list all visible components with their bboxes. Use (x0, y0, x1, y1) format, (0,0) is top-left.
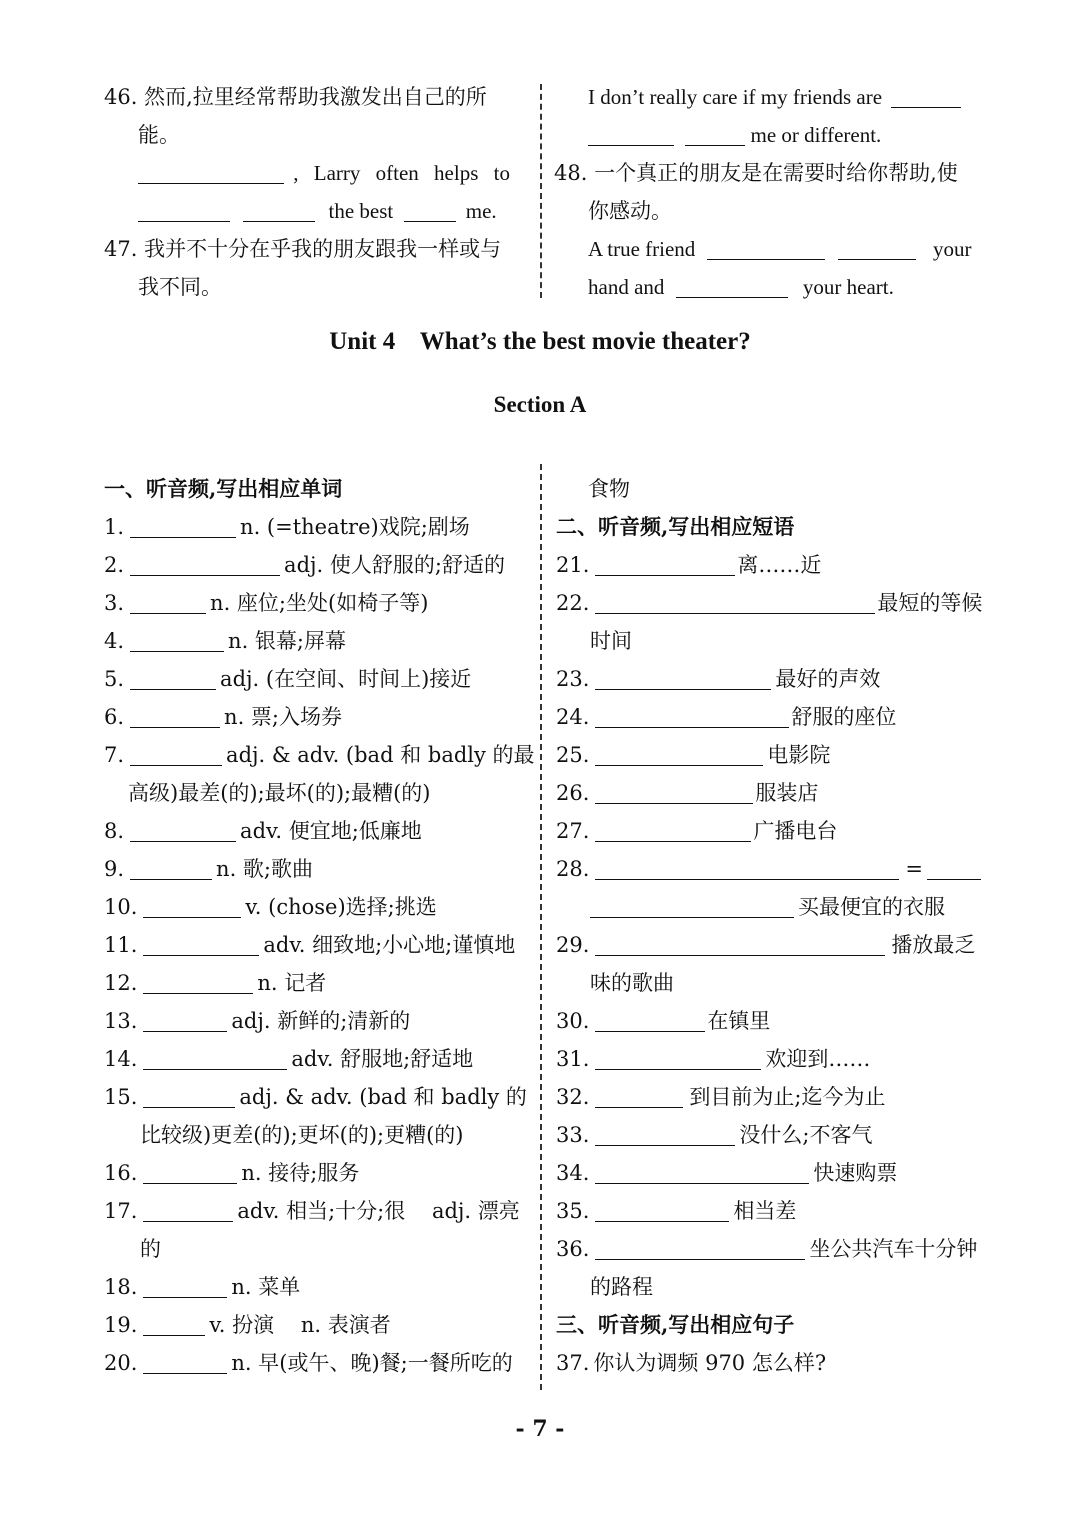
blank[interactable] (138, 161, 284, 184)
q47-english-text2: me or different. (750, 123, 882, 147)
list-item: 34. 快速购票 (556, 1161, 898, 1185)
list-item: 6. n. 票;入场券 (104, 705, 342, 729)
q48-english-line1 (588, 234, 972, 264)
q47-english-text1: I don’t really care if my friends are (588, 85, 883, 109)
q48-english-text2a: hand and (588, 275, 665, 299)
blank[interactable] (595, 857, 899, 880)
blank[interactable] (130, 705, 220, 728)
list-item: 15. adj. & adv. (bad 和 badly 的 (104, 1085, 527, 1109)
blank[interactable] (143, 971, 253, 994)
list-item: 16. n. 接待;服务 (104, 1161, 360, 1185)
blank[interactable] (685, 123, 745, 146)
list-item: 19. v. 扮演 n. 表演者 (104, 1313, 391, 1337)
q46-english-text2b: me. (465, 199, 497, 223)
list-item: 37. 你认为调频 970 怎么样? (556, 1351, 827, 1375)
blank[interactable] (130, 819, 236, 842)
column-divider-top (540, 84, 542, 298)
blank[interactable] (143, 1313, 205, 1336)
blank[interactable] (595, 1161, 809, 1184)
list-item: 10. v. (chose)选择;挑选 (104, 895, 437, 919)
q46-english-line1 (138, 158, 528, 188)
list-item: 12. n. 记者 (104, 971, 327, 995)
q48-english-text2b: your heart. (802, 275, 894, 299)
blank[interactable] (588, 123, 674, 146)
blank[interactable] (130, 591, 206, 614)
blank[interactable] (143, 1085, 235, 1108)
blank[interactable] (143, 1199, 233, 1222)
list-item: 2. adj. 使人舒服的;舒适的 (104, 553, 505, 577)
blank[interactable] (595, 933, 885, 956)
list-item: 29. 播放最乏 (556, 933, 976, 957)
list-item: 27. 广播电台 (556, 819, 838, 843)
q48-chinese-line1: 48. 一个真正的朋友是在需要时给你帮助,使 (554, 161, 958, 185)
blank[interactable] (143, 1009, 227, 1032)
blank[interactable] (595, 1123, 735, 1146)
list-item: 5. adj. (在空间、时间上)接近 (104, 667, 472, 691)
list-item: 1. n. (=theatre)戏院;剧场 (104, 515, 470, 539)
blank[interactable] (595, 743, 763, 766)
list-item: 36. 坐公共汽车十分钟 (556, 1237, 978, 1261)
blank[interactable] (707, 237, 825, 260)
q47-english-line1 (588, 82, 961, 112)
blank[interactable] (143, 1275, 227, 1298)
q46-english-text1: , Larry often helps to (293, 161, 510, 185)
list-item: 17. adv. 相当;十分;很 adj. 漂亮 (104, 1199, 520, 1223)
list-item: 28. = (556, 854, 981, 884)
list-item-continuation: 的路程 (590, 1275, 653, 1299)
q46-english-text2a: the best (328, 199, 394, 223)
list-item: 9. n. 歌;歌曲 (104, 857, 313, 881)
part1-heading: 一、听音频,写出相应单词 (104, 476, 343, 501)
blank[interactable] (143, 1351, 227, 1374)
section-title: Section A (493, 392, 587, 417)
blank[interactable] (927, 857, 981, 880)
list-item: 21. 离……近 (556, 553, 822, 577)
page-number: - 7 - (515, 1416, 565, 1442)
blank[interactable] (676, 275, 788, 298)
blank[interactable] (243, 199, 315, 222)
blank[interactable] (143, 1047, 287, 1070)
blank[interactable] (130, 515, 236, 538)
unit-title: Unit 4 What’s the best movie theater? (329, 328, 751, 355)
q48-english-text1b: your (933, 237, 972, 261)
blank[interactable] (143, 895, 241, 918)
list-item: 18. n. 菜单 (104, 1275, 301, 1299)
q48-english-text1a: A true friend (588, 237, 696, 261)
list-item: 11. adv. 细致地;小心地;谨慎地 (104, 933, 516, 957)
blank[interactable] (595, 1199, 729, 1222)
list-item-continuation: 食物 (588, 477, 630, 501)
part2-heading: 二、听音频,写出相应短语 (556, 514, 795, 539)
blank[interactable] (595, 1237, 805, 1260)
list-item: 13. adj. 新鲜的;清新的 (104, 1009, 411, 1033)
blank[interactable] (891, 85, 961, 108)
list-item: 20. n. 早(或午、晚)餐;一餐所吃的 (104, 1351, 513, 1375)
list-item: 26. 服装店 (556, 781, 819, 805)
list-item: 32. 到目前为止;迄今为止 (556, 1085, 886, 1109)
list-item: 22. 最短的等候 (556, 591, 983, 615)
blank[interactable] (138, 199, 230, 222)
list-item-continuation: 买最便宜的衣服 (590, 892, 945, 922)
blank[interactable] (130, 553, 280, 576)
list-item-continuation: 高级)最差(的);最坏(的);最糟(的) (128, 781, 431, 805)
column-divider-main (540, 464, 542, 1390)
blank[interactable] (404, 199, 456, 222)
list-item: 33. 没什么;不客气 (556, 1123, 873, 1147)
list-item: 4. n. 银幕;屏幕 (104, 629, 346, 653)
blank[interactable] (130, 743, 222, 766)
list-item: 7. adj. & adv. (bad 和 badly 的最 (104, 743, 535, 767)
blank[interactable] (143, 933, 259, 956)
list-item: 23. 最好的声效 (556, 667, 881, 691)
blank[interactable] (595, 553, 735, 576)
list-item-continuation: 味的歌曲 (590, 971, 674, 995)
list-item: 8. adv. 便宜地;低廉地 (104, 819, 422, 843)
blank[interactable] (595, 781, 753, 804)
list-item: 25. 电影院 (556, 743, 831, 767)
blank[interactable] (595, 705, 789, 728)
part3-heading: 三、听音频,写出相应句子 (556, 1312, 795, 1337)
blank[interactable] (595, 667, 771, 690)
list-item: 14. adv. 舒服地;舒适地 (104, 1047, 474, 1071)
blank[interactable] (595, 591, 875, 614)
blank[interactable] (595, 1047, 761, 1070)
blank[interactable] (130, 857, 212, 880)
q47-english-line2 (588, 120, 881, 150)
q46-english-line2 (138, 196, 497, 226)
blank[interactable] (590, 895, 794, 918)
q48-english-line2 (588, 272, 894, 302)
q46-chinese-line1: 46. 然而,拉里经常帮助我激发出自己的所 (104, 85, 487, 109)
list-item-continuation: 时间 (590, 629, 632, 653)
q46-chinese-line2: 能。 (138, 123, 180, 147)
q47-chinese-line1: 47. 我并不十分在乎我的朋友跟我一样或与 (104, 237, 502, 261)
list-item: 30. 在镇里 (556, 1009, 771, 1033)
list-item-continuation: 比较级)更差(的);更坏(的);更糟(的) (140, 1123, 464, 1147)
blank[interactable] (595, 1009, 705, 1032)
blank[interactable] (143, 1161, 237, 1184)
q47-chinese-line2: 我不同。 (138, 275, 222, 299)
list-item: 24. 舒服的座位 (556, 705, 897, 729)
blank[interactable] (130, 667, 216, 690)
q48-chinese-line2: 你感动。 (588, 199, 672, 223)
list-item-continuation: 的 (140, 1237, 161, 1261)
blank[interactable] (838, 237, 916, 260)
blank[interactable] (595, 819, 751, 842)
blank[interactable] (595, 1085, 683, 1108)
list-item: 31. 欢迎到…… (556, 1047, 871, 1071)
list-item: 35. 相当差 (556, 1199, 797, 1223)
blank[interactable] (130, 629, 224, 652)
list-item: 3. n. 座位;坐处(如椅子等) (104, 591, 429, 615)
